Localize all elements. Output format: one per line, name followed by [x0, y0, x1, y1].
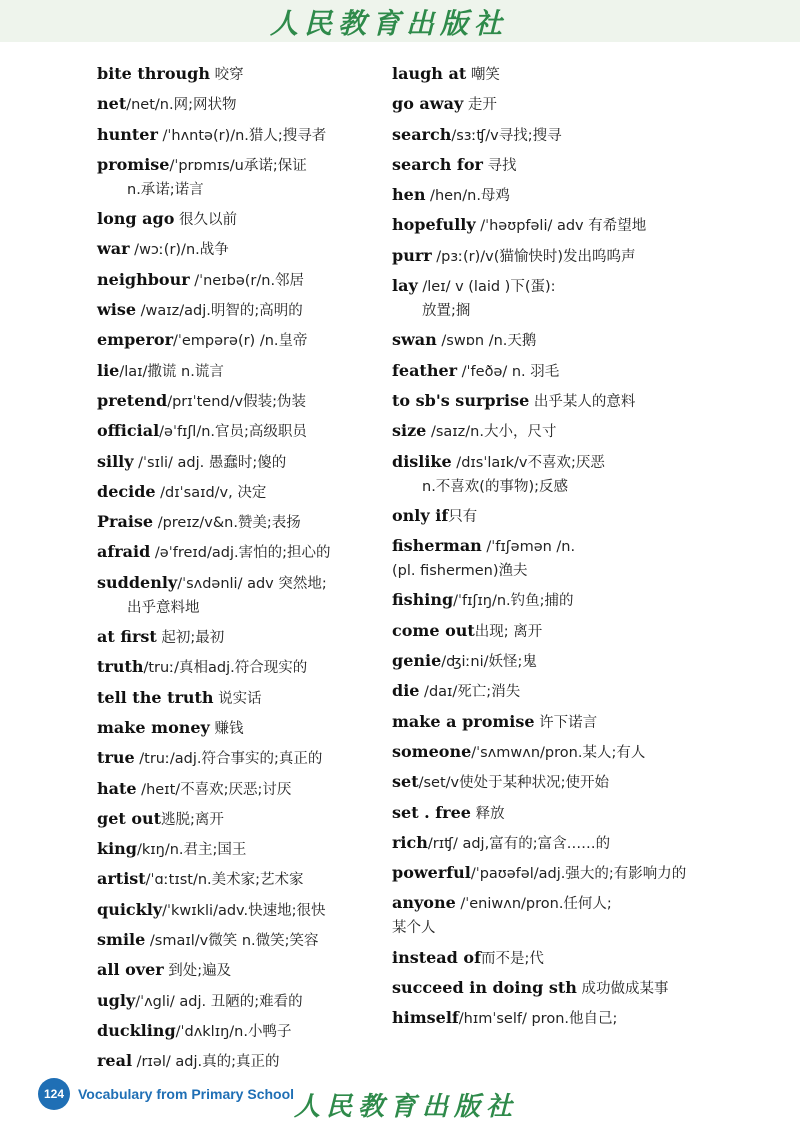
vocab-definition: /saɪz/n.大小，尺寸 [426, 424, 557, 441]
vocab-term: fisherman [392, 536, 482, 556]
vocab-term: himself [392, 1008, 459, 1028]
vocab-entry [97, 655, 377, 680]
vocab-definition: /ˈsʌdənli/ adv 突然地; [177, 575, 327, 592]
vocab-definition: /ˈdʌklɪŋ/n.小鸭子 [175, 1023, 292, 1040]
vocab-definition: 而不是;代 [480, 950, 544, 967]
vocab-term: search [392, 124, 452, 144]
vocab-definition: /laɪ/撒谎 n.谎言 [119, 363, 224, 380]
vocab-definition: /daɪ/死亡;消失 [419, 684, 521, 701]
vocab-term: at first [97, 627, 157, 647]
vocab-entry [97, 419, 377, 444]
vocab-definition-continued: 出乎意料地 [127, 599, 200, 616]
vocab-entry [97, 62, 377, 87]
vocab-entry [392, 62, 692, 87]
vocab-definition: /ˈʌgli/ adj. 丑陋的;难看的 [135, 993, 303, 1010]
vocab-term: make a promise [392, 711, 535, 731]
vocab-definition: /ˈempərə(r) /n.皇帝 [173, 333, 308, 350]
vocab-entry [97, 153, 377, 202]
vocab-term: duckling [97, 1020, 176, 1040]
vocab-term: artist [97, 869, 146, 889]
vocab-entry [97, 540, 377, 565]
vocab-definition: 赚钱 [209, 720, 244, 737]
vocab-definition: 出乎某人的意料 [529, 393, 636, 410]
vocab-definition: /waɪz/adj.明智的;高明的 [136, 303, 303, 320]
vocab-entry [97, 1049, 377, 1074]
vocab-term: promise [97, 154, 170, 174]
vocab-definition: 说实话 [213, 690, 262, 707]
vocab-definition-continued: 某个人 [392, 920, 436, 937]
vocab-term: succeed in doing sth [392, 978, 577, 998]
vocab-term: neighbour [97, 269, 190, 289]
vocab-definition: /ˈsʌmwʌn/pron.某人;有人 [471, 744, 646, 761]
vocab-entry [97, 928, 377, 953]
vocab-definition: /ˈprɒmɪs/u承诺;保证 [169, 157, 307, 174]
vocab-entry [392, 619, 692, 644]
vocab-entry [392, 831, 692, 856]
vocab-term: net [97, 94, 127, 114]
vocab-term: bite through [97, 64, 210, 83]
vocab-entry [97, 898, 377, 923]
vocab-entry [392, 588, 692, 613]
vocab-entry [97, 867, 377, 892]
vocab-term: all over [97, 960, 164, 980]
vocab-definition-continued: 放置;搁 [422, 303, 471, 320]
vocab-definition: /ˈneɪbə(r/n.邻居 [189, 272, 305, 289]
vocab-entry [97, 237, 377, 262]
vocab-term: set [392, 772, 419, 792]
vocab-definition: 咬穿 [209, 67, 244, 83]
vocab-term: anyone [392, 893, 456, 913]
vocab-entry [97, 450, 377, 475]
vocab-entry [392, 1006, 692, 1031]
vocab-definition: /smaɪl/v微笑 n.微笑;笑容 [145, 933, 319, 950]
vocab-term: king [97, 839, 137, 859]
vocabulary-column-left [97, 62, 377, 1080]
vocab-term: wise [97, 300, 137, 320]
vocab-term: silly [97, 451, 134, 471]
vocab-term: come out [392, 620, 475, 640]
vocab-definition: /rɪəl/ adj.真的;真正的 [132, 1054, 280, 1071]
vocab-definition-continued: n.不喜欢(的事物);反感 [422, 478, 568, 495]
vocab-definition: /sɜːʧ/v寻找;搜寻 [451, 127, 562, 144]
vocab-entry [97, 716, 377, 741]
vocab-entry [392, 244, 692, 269]
vocab-entry [97, 746, 377, 771]
vocab-term: afraid [97, 542, 151, 562]
vocab-definition-continued: n.承诺;诺言 [127, 181, 204, 198]
vocab-definition: /pɜː(r)/v(猫愉快时)发出呜呜声 [431, 248, 636, 265]
vocab-term: dislike [392, 451, 452, 471]
vocab-definition: /ˈsɪli/ adj. 愚蠢时;傻的 [133, 454, 287, 471]
vocab-term: hate [97, 778, 137, 798]
vocab-definition: 只有 [448, 508, 478, 525]
vocab-term: make money [97, 717, 210, 737]
vocab-term: hen [392, 185, 426, 205]
vocab-definition: 逃脱;离开 [161, 811, 224, 828]
vocab-definition: /ˈhəʊpfəli/ adv 有希望地 [475, 218, 647, 235]
vocab-definition: /truː/真相adj.符合现实的 [143, 660, 308, 677]
vocab-entry [97, 328, 377, 353]
vocab-definition: /əˈfreɪd/adj.害怕的;担心的 [150, 545, 331, 562]
vocab-entry [97, 92, 377, 117]
vocab-definition: /wɔː(r)/n.战争 [129, 242, 229, 259]
vocab-term: suddenly [97, 572, 178, 592]
vocab-term: someone [392, 741, 472, 761]
vocab-entry [97, 625, 377, 650]
vocab-entry [392, 213, 692, 238]
vocab-definition: 许下诺言 [534, 714, 598, 731]
vocab-term: war [97, 239, 130, 259]
vocab-definition: 走开 [463, 97, 497, 114]
vocab-entry [392, 419, 692, 444]
vocab-entry [392, 328, 692, 353]
vocab-entry [392, 183, 692, 208]
publisher-logo-bottom: 人民教育出版社 [294, 1092, 519, 1122]
vocab-entry [392, 710, 692, 735]
vocab-definition: /kɪŋ/n.君主;国王 [136, 842, 247, 859]
vocab-definition: /swɒn /n.天鹅 [436, 333, 537, 350]
vocab-definition: 释放 [470, 805, 505, 822]
vocab-entry [97, 268, 377, 293]
vocab-definition: /leɪ/ v (laid )下(蛋): [417, 279, 556, 296]
vocab-definition: /prɪˈtend/v假装;伪装 [167, 393, 306, 410]
vocab-term: only if [392, 505, 449, 525]
vocab-entry [392, 770, 692, 795]
vocab-definition: /net/n.网;网状物 [126, 97, 237, 114]
vocab-term: powerful [392, 863, 471, 883]
vocab-entry [97, 207, 377, 232]
vocab-definition: /hen/n.母鸡 [425, 188, 510, 205]
vocab-entry [97, 807, 377, 832]
vocab-entry [97, 359, 377, 384]
vocab-term: lay [392, 276, 418, 296]
vocab-definition: 出现; 离开 [474, 623, 543, 640]
vocab-entry [392, 123, 692, 148]
vocab-term: instead of [392, 947, 481, 967]
vocab-term: rich [392, 832, 428, 852]
vocab-term: long ago [97, 209, 175, 229]
vocab-entry [392, 861, 692, 886]
vocab-entry [392, 274, 692, 323]
vocab-definition: /ˈpaʊəfəl/adj.强大的;有影响力的 [470, 866, 687, 883]
page-number-badge: 124 [38, 1078, 70, 1110]
vocab-term: official [97, 421, 160, 441]
vocab-entry [392, 504, 692, 529]
vocab-term: get out [97, 808, 162, 828]
vocab-definition: /hɪmˈself/ pron.他自己; [458, 1011, 618, 1028]
vocab-term: search for [392, 154, 483, 174]
vocab-entry [97, 571, 377, 620]
vocab-entry [97, 480, 377, 505]
vocab-definition: /ʤiːni/妖怪;鬼 [441, 654, 537, 671]
vocab-entry [97, 989, 377, 1014]
vocab-term: smile [97, 930, 146, 950]
vocab-term: emperor [97, 330, 174, 350]
vocab-entry [97, 298, 377, 323]
vocab-entry [392, 92, 692, 117]
vocab-definition: /dɪˈsaɪd/v, 决定 [155, 484, 267, 501]
vocab-term: go away [392, 94, 464, 114]
vocabulary-column-right [392, 62, 692, 1037]
vocab-term: pretend [97, 390, 168, 410]
vocab-term: decide [97, 481, 156, 501]
vocab-definition: /ˈfɪʃɪŋ/n.钓鱼;捕的 [453, 593, 574, 610]
vocab-entry [97, 389, 377, 414]
vocab-entry [97, 777, 377, 802]
vocab-term: tell the truth [97, 687, 214, 707]
footer-title: Vocabulary from Primary School [78, 1086, 295, 1102]
publisher-logo-top: 人民教育出版社 [270, 7, 509, 40]
vocab-entry [392, 153, 692, 178]
vocab-entry [392, 679, 692, 704]
vocab-entry [97, 1019, 377, 1044]
vocab-definition: 到处;遍及 [163, 963, 232, 980]
vocab-entry [97, 510, 377, 535]
vocab-term: hopefully [392, 215, 476, 235]
vocab-entry [392, 801, 692, 826]
vocab-term: to sb's surprise [392, 390, 530, 410]
vocab-entry [392, 740, 692, 765]
vocab-term: quickly [97, 899, 163, 919]
vocab-term: true [97, 748, 135, 768]
vocab-term: Praise [97, 512, 154, 532]
vocab-term: fishing [392, 590, 454, 610]
vocab-definition: /ˈkwɪkli/adv.快速地;很快 [162, 902, 326, 919]
vocab-entry [97, 958, 377, 983]
vocab-definition: /preɪz/v&n.赞美;表扬 [153, 515, 301, 532]
vocab-definition: /əˈfɪʃl/n.官员;高级职员 [159, 424, 307, 441]
vocab-definition: /dɪsˈlaɪk/v不喜欢;厌恶 [451, 454, 605, 471]
vocab-definition: /rɪʧ/ adj,富有的;富含……的 [427, 835, 611, 852]
vocab-term: size [392, 421, 427, 441]
vocab-definition: /ˈɑːtɪst/n.美术家;艺术家 [145, 872, 304, 889]
vocab-term: die [392, 681, 420, 701]
vocab-entry [97, 123, 377, 148]
vocab-definition: /ˈfɪʃəmən /n. [481, 539, 576, 556]
vocab-entry [392, 389, 692, 414]
vocab-entry [392, 891, 692, 940]
vocab-definition: /ˈfeðə/ n. 羽毛 [457, 363, 560, 380]
vocab-term: feather [392, 360, 458, 380]
vocab-entry [392, 534, 692, 583]
vocab-entry [97, 686, 377, 711]
vocab-definition: 寻找 [482, 157, 517, 174]
vocab-term: real [97, 1051, 133, 1071]
vocab-term: lie [97, 360, 120, 380]
vocab-term: ugly [97, 990, 136, 1010]
vocab-definition: /heɪt/不喜欢;厌恶;讨厌 [136, 781, 292, 798]
vocab-term: purr [392, 245, 432, 265]
vocab-entry [392, 976, 692, 1001]
vocab-definition: 成功做成某事 [576, 981, 669, 998]
vocab-definition-continued: (pl. fishermen)渔夫 [392, 563, 528, 580]
vocab-term: set . free [392, 802, 471, 822]
vocab-entry [392, 946, 692, 971]
vocab-definition: 起初;最初 [156, 630, 225, 647]
vocab-entry [392, 359, 692, 384]
vocab-definition: 很久以前 [174, 212, 237, 229]
vocab-entry [97, 837, 377, 862]
vocab-term: hunter [97, 124, 158, 144]
vocab-definition: /truː/adj.符合事实的;真正的 [134, 751, 323, 768]
vocab-definition: /ˈeniwʌn/pron.任何人; [455, 896, 612, 913]
page-footer [38, 1078, 294, 1110]
vocab-entry [392, 450, 692, 499]
vocab-definition: /set/v使处于某种状况;使开始 [418, 775, 609, 792]
vocab-entry [392, 649, 692, 674]
vocab-term: laugh at [392, 64, 467, 83]
vocab-definition: 嘲笑 [466, 67, 500, 83]
vocab-term: swan [392, 330, 437, 350]
vocab-term: truth [97, 657, 144, 677]
vocab-definition: /ˈhʌntə(r)/n.猎人;搜寻者 [157, 127, 327, 144]
vocab-term: genie [392, 651, 442, 671]
